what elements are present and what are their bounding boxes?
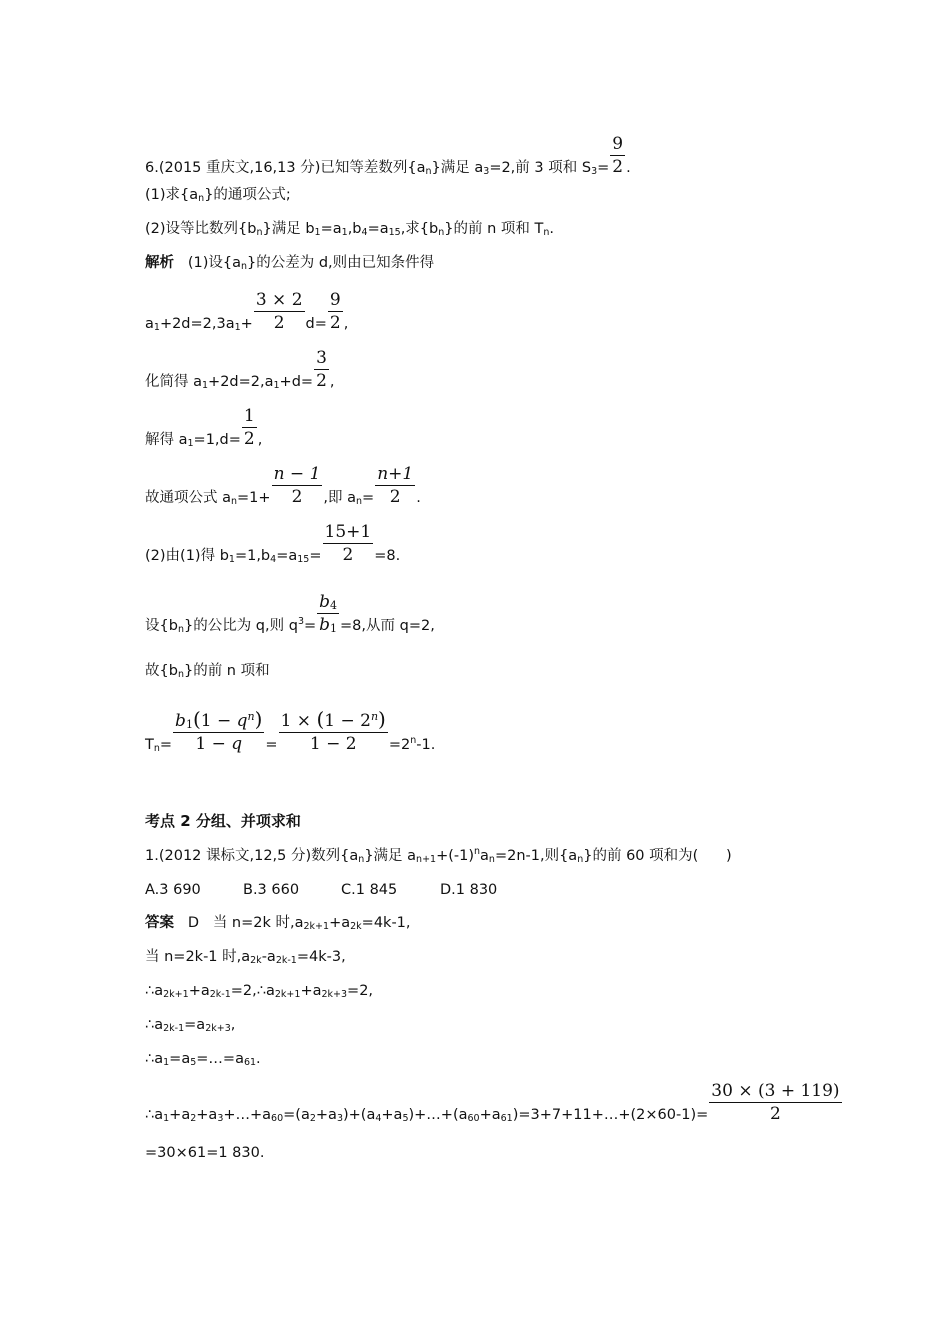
solution-line-7: 故$\{b_n\}$的前 n 项和 bbox=[145, 663, 270, 680]
answer-line-4: $\therefore a_{2k-1}=a_{2k+3}$, bbox=[145, 1017, 236, 1034]
fraction: $\frac{n - 1}{2}$ bbox=[273, 464, 321, 507]
answer-line-2: 当 n=2k-1 时$,a_{2k}-a_{2k-1}=4k-3$, bbox=[145, 949, 346, 966]
answer-line-3: $\therefore a_{2k+1}+a_{2k-1}=2,\therefore a_{2k+1}+a_{2k+3}=2$, bbox=[145, 983, 374, 1000]
question-2: (2)设等比数列$\{b_n\}$满足 $b_1=a_1,b_4=a_{15}$,求$\{b_n\}$的前 n 项和 $T_n$. bbox=[145, 221, 555, 238]
question-1: (1)求$\{a_n\}$的通项公式; bbox=[145, 187, 291, 204]
problem-6-statement: 6.(2015 重庆文,16,13 分)已知等差数列$\{a_n\}$满足 $a_3=2$,前 3 项和 $S_3=$ $\frac{9}{2}$ . bbox=[145, 134, 631, 177]
solution-line-5: (2)由(1)得 $b_1=1,b_4=a_{15}=$ $\frac{15+1}{2}$ =8. bbox=[145, 522, 401, 565]
solution-line-6: 设$\{b_n\}$的公比为 q,则 $q^3=$ $\frac{b_4}{b_1}$ =8,从而 q=2, bbox=[145, 592, 435, 635]
fraction: $\frac{b_4}{b_1}$ bbox=[319, 592, 338, 635]
fraction: $\frac{b_1(1 - q^n)}{1 - q}$ bbox=[175, 707, 263, 754]
choice-b: B.3 660 bbox=[243, 882, 300, 898]
solution-line-2: 化简得 $a_1+2d=2,a_1+d=$ $\frac{3}{2}$ , bbox=[145, 348, 335, 391]
problem-1-statement: 1.(2012 课标文,12,5 分)数列$\{a_n\}$满足 $a_{n+1}+(-1)^na_n=2n-1$,则$\{a_n\}$的前 60 项和为( ) bbox=[145, 846, 732, 865]
answer-line-6: $\therefore a_1+a_2+a_3+\dots+a_{60}=(a_2+a_3)+(a_4+a_5)+\dots+(a_{60}+a_{61})=3+7+11+\dots+(2\times 60-1)=$ $\frac{30 \times (3 + 119)}{2}$ bbox=[145, 1081, 840, 1124]
fraction: $\frac{3}{2}$ bbox=[316, 348, 327, 391]
fraction: $\frac{9}{2}$ bbox=[329, 290, 341, 333]
choices bbox=[145, 880, 497, 900]
solution-line-4: 故通项公式 $a_n=1+$ $\frac{n - 1}{2}$ ,即 $a_n=$ $\frac{n+1}{2}$ . bbox=[145, 464, 421, 507]
fraction: $\frac{9}{2}$ bbox=[612, 134, 624, 177]
fraction: $\frac{3 \times 2}{2}$ bbox=[255, 290, 303, 333]
fraction: $\frac{1}{2}$ bbox=[243, 406, 255, 449]
section-title: 考点 2 分组、并项求和 bbox=[145, 812, 301, 830]
fraction: $\frac{n+1}{2}$ bbox=[377, 464, 414, 507]
solution-intro: 解析 (1)设$\{a_n\}$的公差为 d,则由已知条件得 bbox=[145, 255, 435, 272]
answer-line: 答案 D 当 n=2k 时$,a_{2k+1}+a_{2k}=4k-1$, bbox=[145, 915, 411, 932]
choice-d: D.1 830 bbox=[440, 882, 498, 898]
choice-a: A.3 690 bbox=[145, 882, 201, 898]
fraction: $\frac{15+1}{2}$ bbox=[324, 522, 372, 565]
solution-line-8: $T_n=$ $\frac{b_1(1 - q^n)}{1 - q}$ = $\frac{1 \times (1 - 2^n)}{1 - 2}$ $=2^n-1$. bbox=[145, 707, 436, 754]
solution-line-3: 解得 $a_1=1,d=$ $\frac{1}{2}$ , bbox=[145, 406, 263, 449]
fraction: $\frac{1 \times (1 - 2^n)}{1 - 2}$ bbox=[280, 707, 386, 754]
answer-line-7: =30×61=1 830. bbox=[145, 1145, 265, 1161]
choice-c: C.1 845 bbox=[341, 882, 398, 898]
fraction: $\frac{30 \times (3 + 119)}{2}$ bbox=[711, 1081, 840, 1124]
answer-line-5: $\therefore a_1=a_5=\dots=a_{61}$. bbox=[145, 1051, 261, 1068]
solution-line-1: $a_1+2d=2,3a_1+$ $\frac{3 \times 2}{2}$ d= $\frac{9}{2}$ , bbox=[145, 290, 349, 333]
